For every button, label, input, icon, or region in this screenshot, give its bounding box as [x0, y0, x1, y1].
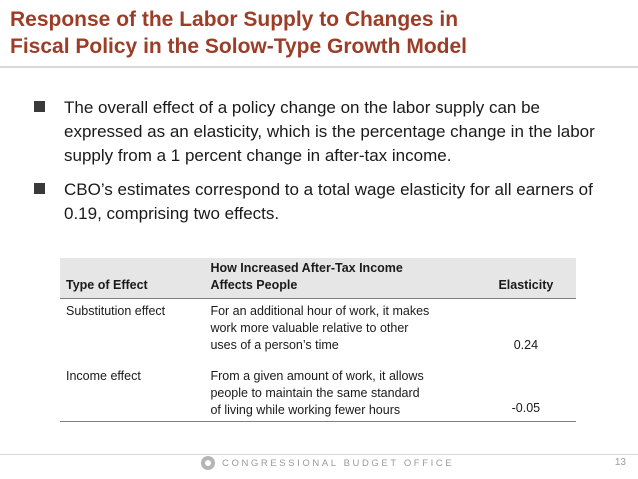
slide-title	[10, 6, 630, 60]
bullet-list	[34, 96, 614, 236]
slide-title-line-1: Response of the Labor Supply to Changes in	[10, 8, 459, 31]
title-band	[0, 0, 638, 68]
cell-how-line-1: For an additional hour of work, it makes	[210, 304, 430, 318]
header-type-of-effect: Type of Effect	[60, 258, 204, 299]
cell-how-line-1: From a given amount of work, it allows	[210, 369, 424, 383]
footer-org-name: CONGRESSIONAL BUDGET OFFICE	[222, 458, 455, 469]
cell-type: Substitution effect	[66, 304, 166, 318]
page-number: 13	[614, 457, 626, 468]
header-how-line-1: How Increased After-Tax Income	[210, 261, 403, 275]
cell-how-line-3: of living while working fewer hours	[210, 403, 401, 417]
table-row	[60, 366, 576, 422]
bullet-item	[34, 178, 614, 226]
cell-elasticity: -0.05	[476, 366, 576, 422]
cell-type: Income effect	[60, 366, 204, 422]
square-bullet-icon	[34, 183, 45, 194]
table-row	[60, 299, 576, 367]
cell-how-line-3: uses of a person’s time	[210, 338, 339, 352]
cell-how	[204, 366, 475, 422]
header-elasticity: Elasticity	[476, 258, 576, 299]
header-how-affects	[204, 258, 475, 299]
cell-how-line-2: work more valuable relative to other	[210, 321, 409, 335]
table-header-row	[60, 258, 576, 299]
cell-elasticity: 0.24	[513, 338, 539, 352]
square-bullet-icon	[34, 101, 45, 112]
bullet-text: CBO’s estimates correspond to a total wage elasticity for all earners of 0.19, comprising two effects.	[64, 180, 593, 223]
bullet-text: The overall effect of a policy change on the labor supply can be expressed as an elasticity, which is the percentage change in the labor supply from a 1 percent change in after-tax income.	[64, 98, 595, 165]
header-how-line-2: Affects People	[210, 278, 298, 292]
cell-how	[204, 299, 475, 367]
cbo-logo-icon	[201, 456, 215, 470]
slide-title-line-2: Fiscal Policy in the Solow-Type Growth Model	[10, 35, 467, 58]
footer-divider	[0, 454, 638, 455]
bullet-item	[34, 96, 614, 168]
cell-how-line-2: people to maintain the same standard	[210, 386, 420, 400]
effects-table	[60, 258, 576, 422]
